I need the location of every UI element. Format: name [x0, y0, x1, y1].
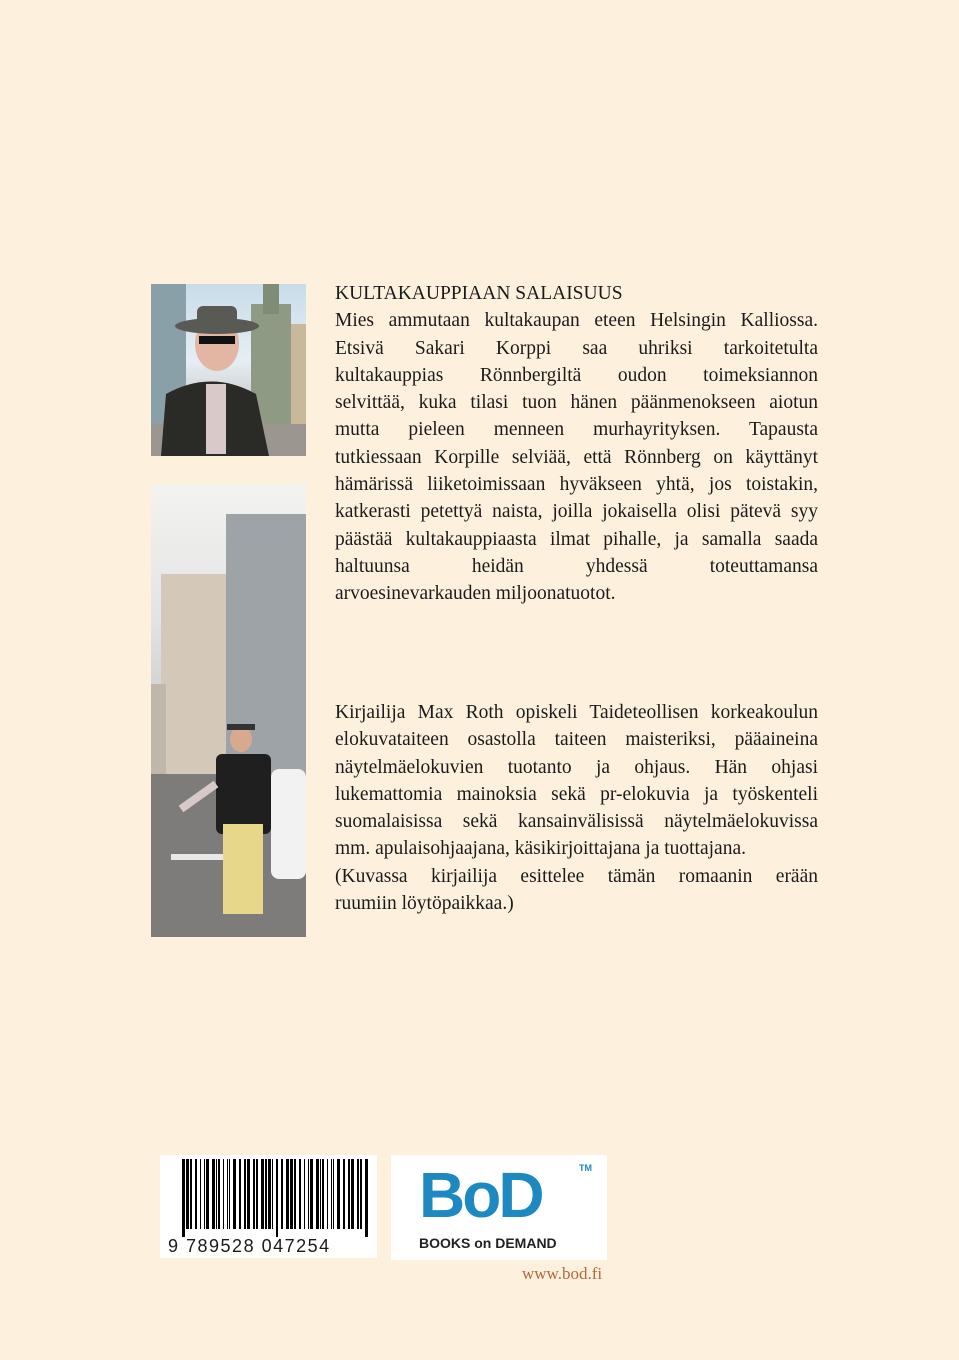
barcode-bar	[190, 1159, 192, 1229]
barcode-bar	[276, 1159, 278, 1237]
barcode-bar	[261, 1159, 264, 1229]
blurb-line: katkerasti petettyä naista, joilla jokaisella olisi pätevä syy	[335, 501, 818, 523]
bio-line: suomalaisissa sekä kansainvälisissä näytelmäelokuvissa	[335, 811, 818, 833]
barcode-bar	[331, 1159, 332, 1229]
bio-line: ruumiin löytöpaikkaa.)	[335, 893, 514, 915]
barcode-bar	[351, 1159, 354, 1229]
blurb-line: Etsivä Sakari Korppi saa uhriksi tarkoitetulta	[335, 337, 818, 359]
barcode-bar	[229, 1159, 230, 1229]
barcode-bar	[200, 1159, 201, 1229]
blurb-line: hämärissä liiketoimissaan hyväkseen yhtä, jos toistakin,	[335, 474, 818, 496]
bio-line: elokuvataiteen osastolla taiteen maisteriksi, pääaineina	[335, 729, 818, 751]
publisher-tagline: BOOKS on DEMAND	[419, 1235, 557, 1251]
author-bio	[335, 699, 818, 917]
blurb-line: mutta pieleen menneen murhayrityksen. Tapausta	[335, 419, 818, 441]
barcode-bar	[290, 1159, 293, 1229]
barcode-bar	[195, 1159, 197, 1229]
publisher-logo	[391, 1155, 607, 1260]
barcode-bar	[227, 1159, 228, 1229]
author-street-photo	[151, 484, 306, 937]
barcode-bar	[348, 1159, 350, 1229]
blurb-line: arvoesinevarkauden miljoonatuotot.	[335, 583, 616, 605]
blurb-line: päästää kultakauppiaasta ilmat pihalle, ja samalla saada	[335, 528, 818, 550]
blurb-line: selvittää, kuka tilasi tuon hänen päänmenokseen aiotun	[335, 392, 818, 414]
barcode-bar	[304, 1159, 305, 1229]
barcode-bar	[206, 1159, 209, 1229]
barcode-bar	[256, 1159, 258, 1229]
bio-line: Kirjailija Max Roth opiskeli Taideteollisen korkeakoulun	[335, 702, 818, 723]
barcode-bar	[247, 1159, 250, 1229]
bio-line: (Kuvassa kirjailija esittelee tämän romaanin erään	[335, 865, 818, 887]
publisher-url[interactable]: www.bod.fi	[522, 1264, 603, 1283]
blurb-line: kultakauppias Rönnbergiltä oudon toimeksiannon	[335, 364, 818, 386]
barcode-bar	[223, 1159, 224, 1229]
barcode-bar	[272, 1159, 273, 1229]
barcode-bar	[322, 1159, 324, 1229]
barcode-bars	[160, 1159, 377, 1237]
barcode-bar	[286, 1159, 289, 1229]
barcode-bar	[182, 1159, 185, 1237]
barcode-bar	[294, 1159, 296, 1229]
barcode-bar	[337, 1159, 340, 1229]
author-portrait-photo	[151, 284, 306, 456]
isbn-number: 9 789528 047254	[168, 1236, 331, 1256]
barcode-bar	[239, 1159, 241, 1229]
barcode-bar	[186, 1159, 189, 1229]
barcode-bar	[360, 1159, 362, 1229]
barcode-bar	[308, 1159, 309, 1229]
bio-line: lukemattomia mainoksia sekä pr-elokuvia ja työskenteli	[335, 783, 818, 805]
book-title: KULTAKAUPPIAAN SALAISUUS	[335, 283, 623, 304]
bod-logo-text: BoD	[419, 1159, 542, 1231]
blurb-line: haltuunsa heidän yhdessä toteuttamansa	[335, 555, 818, 577]
barcode-bar	[327, 1159, 328, 1229]
barcode-bar	[357, 1159, 359, 1229]
book-blurb	[335, 280, 818, 608]
trademark: TM	[579, 1163, 592, 1173]
barcode-bar	[343, 1159, 345, 1229]
blurb-line: tutkiessaan Korpille selviää, että Rönnberg on käyttänyt	[335, 446, 818, 468]
bio-line: mm. apulaisohjaajana, käsikirjoittajana ja tuottajana.	[335, 838, 746, 860]
barcode-bar	[320, 1159, 321, 1229]
barcode-bar	[253, 1159, 255, 1229]
barcode-bar	[233, 1159, 236, 1229]
barcode-bar	[204, 1159, 205, 1229]
barcode-bar	[310, 1159, 313, 1229]
barcode-bar	[299, 1159, 301, 1229]
isbn-barcode	[160, 1155, 377, 1258]
blurb-line: Mies ammutaan kultakaupan eteen Helsingin Kalliossa.	[335, 310, 818, 332]
barcode-bar	[265, 1159, 267, 1229]
barcode-bar	[268, 1159, 271, 1229]
barcode-bar	[244, 1159, 246, 1229]
barcode-bar	[333, 1159, 334, 1229]
bio-line: näytelmäelokuvien tuotanto ja ohjaus. Hän ohjasi	[335, 756, 818, 778]
barcode-bar	[365, 1159, 368, 1237]
barcode-bar	[281, 1159, 283, 1229]
barcode-bar	[212, 1159, 215, 1229]
barcode-bar	[316, 1159, 319, 1229]
barcode-bar	[218, 1159, 220, 1229]
barcode-bar	[216, 1159, 217, 1229]
